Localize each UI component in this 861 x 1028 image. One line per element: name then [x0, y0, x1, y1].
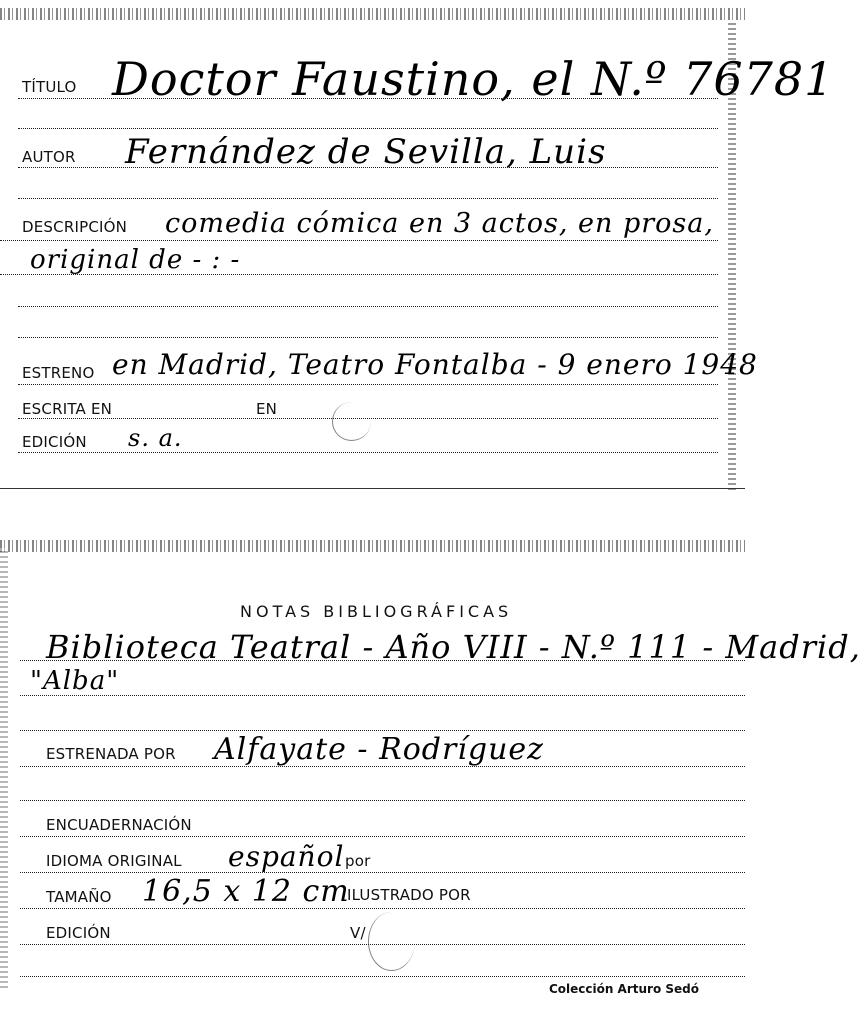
encuadernacion-label: ENCUADERNACIÓN: [46, 816, 192, 834]
estrenada-label: ESTRENADA POR: [46, 745, 176, 763]
stamp-mark: [332, 402, 371, 441]
rule-autor: [18, 167, 718, 168]
por-label: por: [345, 852, 371, 870]
titulo-label: TÍTULO: [22, 78, 77, 96]
notas-heading: NOTAS BIBLIOGRÁFICAS: [240, 602, 513, 621]
rule-encuadernacion: [20, 836, 745, 837]
tamano-label: TAMAÑO: [46, 888, 112, 906]
notas-line1: Biblioteca Teatral - Año VIII - N.º 111 - Madrid,: [46, 628, 861, 666]
rule-notas-2: [20, 695, 745, 696]
rule-edicion: [18, 452, 718, 453]
card-top-edge: [0, 8, 745, 20]
rule-edicion2: [20, 944, 745, 945]
rule-7: [18, 306, 718, 307]
collection-footer: Colección Arturo Sedó: [548, 982, 699, 996]
rule-blank: [20, 800, 745, 801]
descripcion-line1: comedia cómica en 3 actos, en prosa,: [165, 208, 714, 239]
escrita-label: ESCRITA EN: [22, 400, 113, 418]
card2-top-edge: [0, 540, 745, 552]
rule-titulo: [18, 98, 718, 99]
rule-tamano: [20, 908, 745, 909]
en-label: EN: [256, 400, 278, 418]
ilustrado-label: ILUSTRADO POR: [347, 886, 471, 904]
titulo-value: Doctor Faustino, el N.º 76781: [112, 52, 835, 106]
rule-last: [20, 976, 745, 977]
rule-idioma: [20, 872, 745, 873]
catalog-card-main: [0, 0, 835, 490]
idioma-label: IDIOMA ORIGINAL: [46, 852, 182, 870]
rule-4: [18, 198, 718, 199]
autor-label: AUTOR: [22, 148, 76, 166]
estreno-label: ESTRENO: [22, 364, 95, 382]
card1-bottom-edge: [0, 488, 745, 489]
edicion2-label: EDICIÓN: [46, 924, 111, 942]
rule-2: [18, 128, 718, 129]
rule-estrenada: [20, 766, 745, 767]
idioma-value: español: [228, 840, 345, 873]
rule-6: [0, 274, 718, 275]
rule-descripcion: [0, 240, 718, 241]
estreno-value: en Madrid, Teatro Fontalba - 9 enero 1948: [112, 348, 758, 381]
notas-line2: "Alba": [30, 666, 120, 696]
estrenada-value: Alfayate - Rodríguez: [214, 732, 544, 767]
descripcion-label: DESCRIPCIÓN: [22, 218, 128, 236]
stamp-mark-2: [368, 912, 415, 971]
card2-left-edge: [0, 548, 8, 988]
edicion-value: s. a.: [128, 424, 183, 452]
rule-8: [18, 337, 718, 338]
rule-estreno: [18, 384, 718, 385]
v-label: V/: [350, 924, 366, 942]
tamano-value: 16,5 x 12 cm: [142, 874, 350, 909]
edicion-label: EDICIÓN: [22, 433, 87, 451]
rule-notas-3: [20, 730, 745, 731]
descripcion-line2: original de - : -: [30, 245, 241, 275]
rule-notas-1: [20, 660, 745, 661]
autor-value: Fernández de Sevilla, Luis: [125, 132, 607, 172]
